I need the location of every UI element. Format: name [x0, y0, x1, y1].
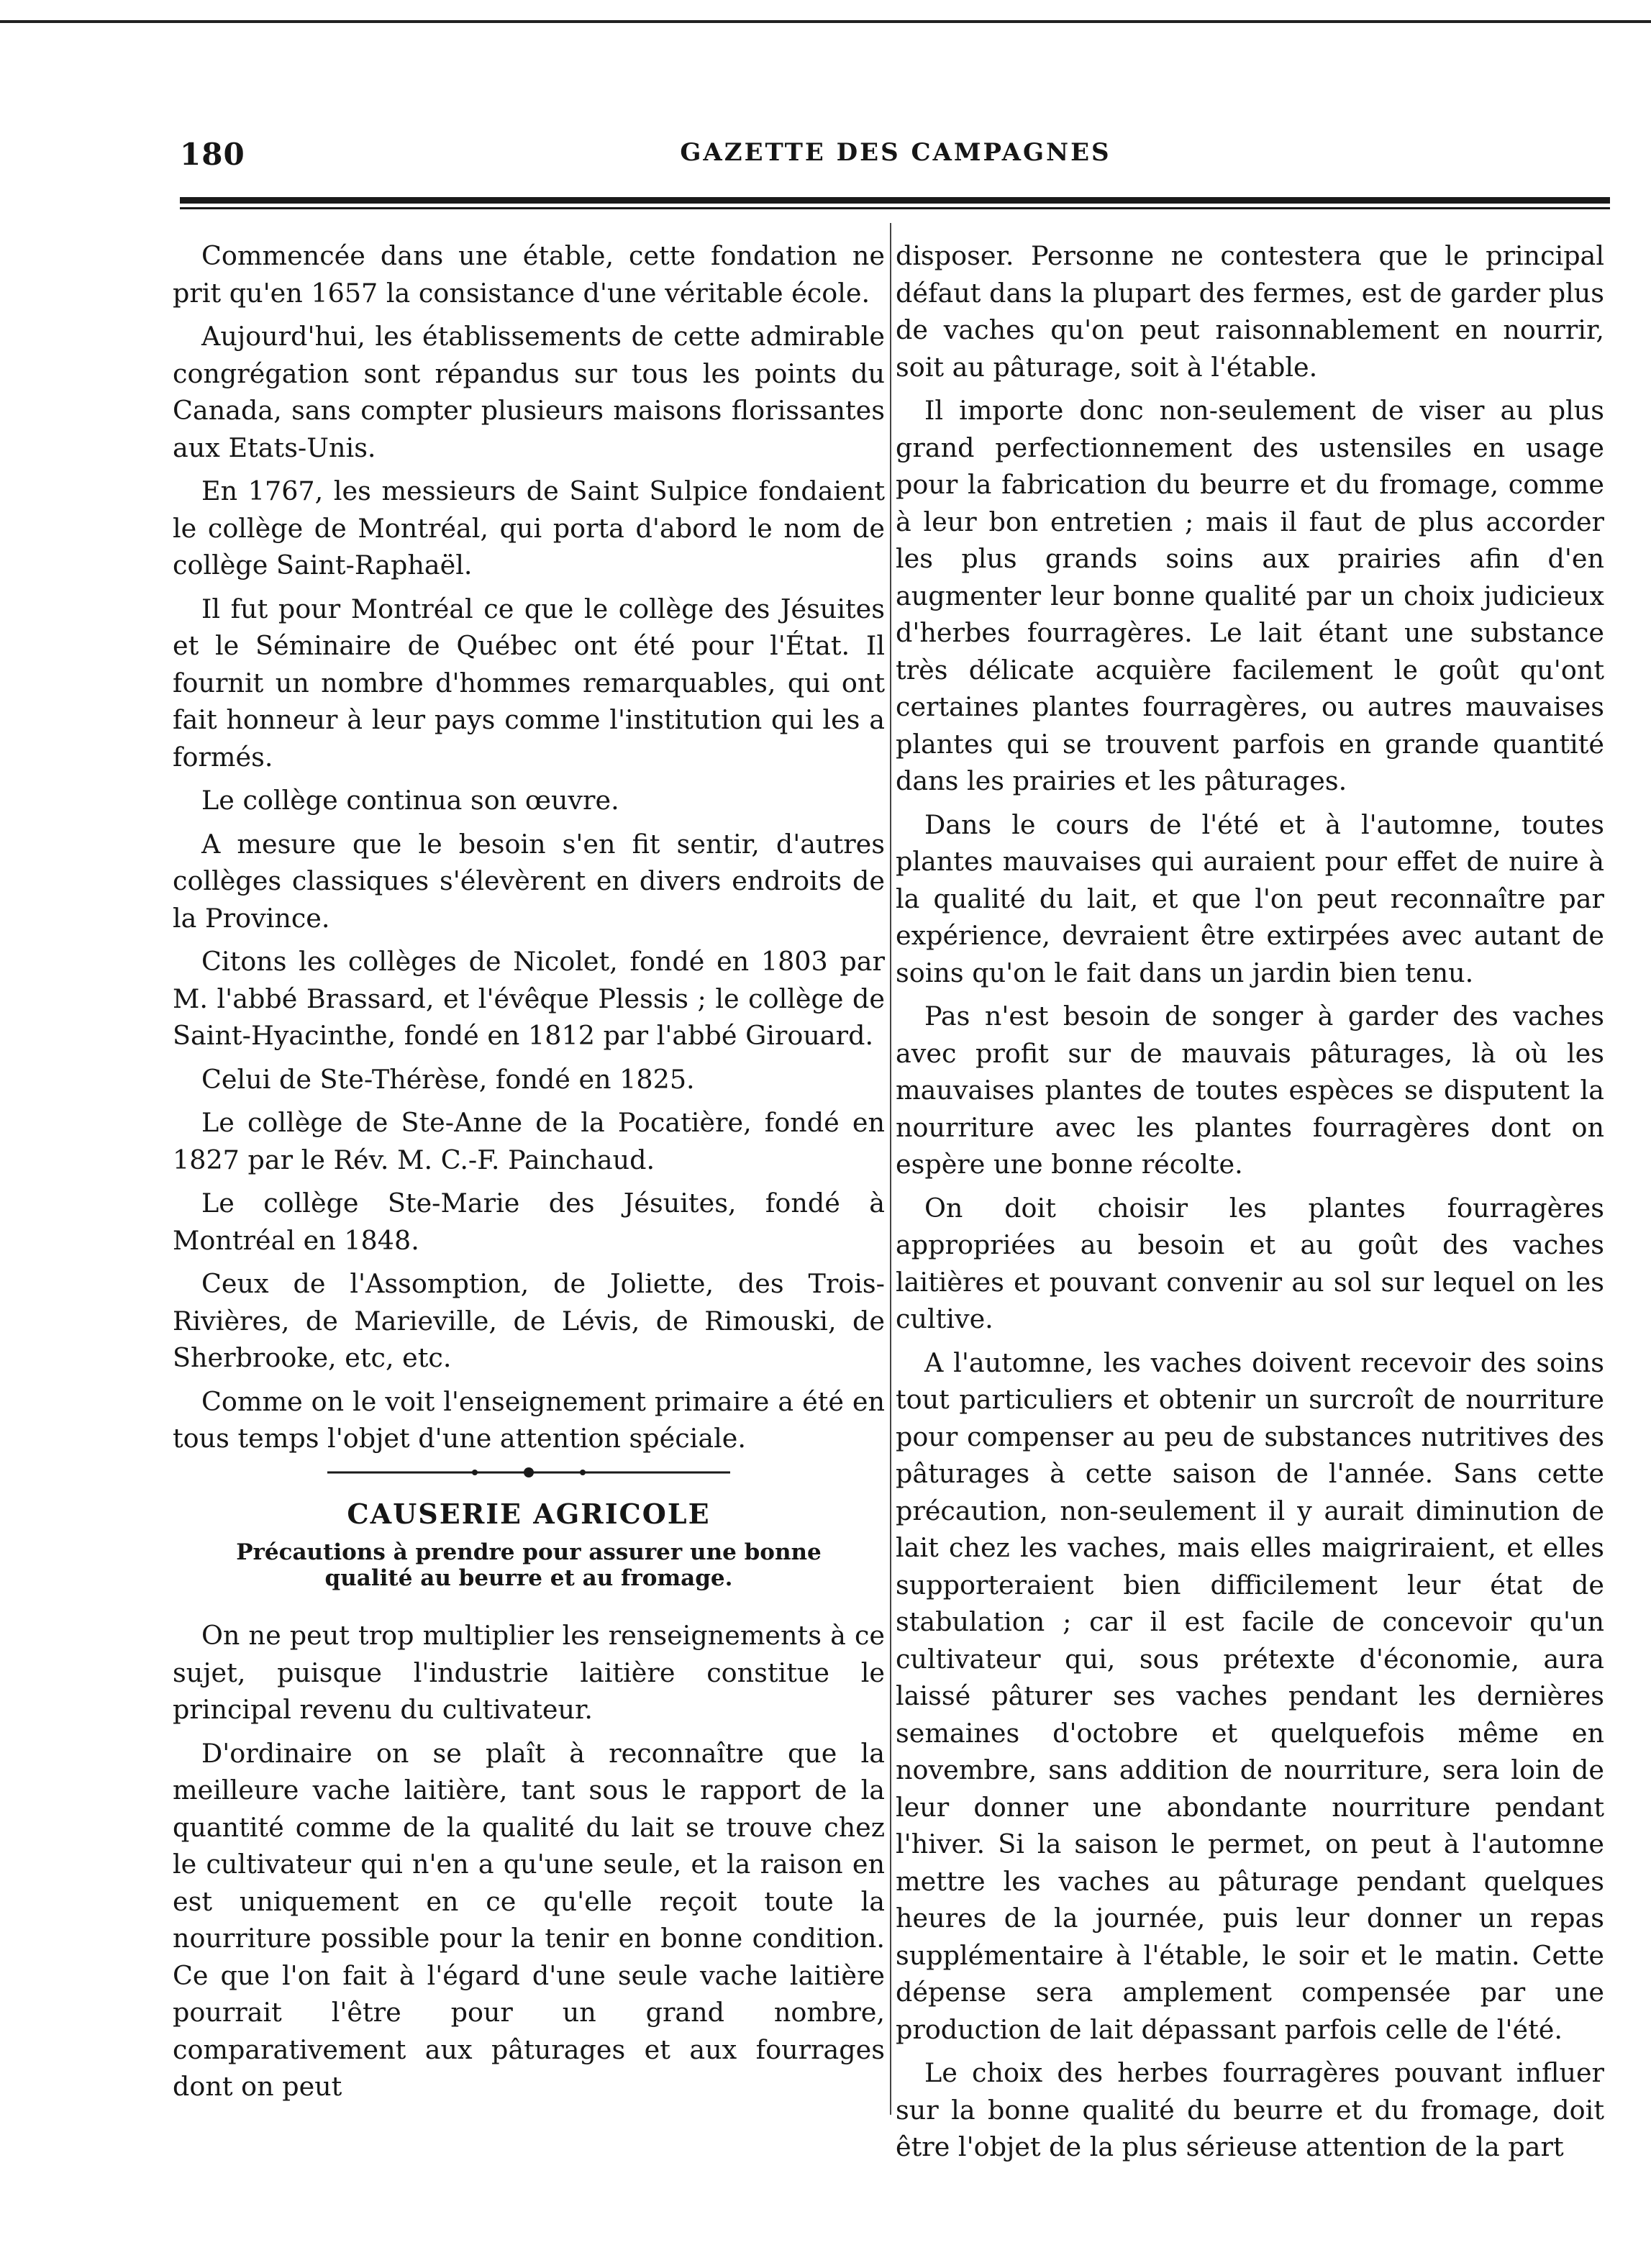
paragraph: Commencée dans une étable, cette fondation ne prit qu'en 1657 la consistance d'une véritable école.	[173, 240, 885, 309]
paragraph: Ceux de l'Assomption, de Joliette, des Trois-Rivières, de Marieville, de Lévis, de Rimouski, de Sherbrooke, etc, etc.	[173, 1268, 885, 1373]
paragraph: D'ordinaire on se plaît à reconnaître que la meilleure vache laitière, tant sous le rapport de la quantité comme de la qualité du lait se trouve chez le cultivateur qui n'en a qu'une seule, et la raison en est uniquement en ce qu'elle reçoit toute la nourriture possible pour la tenir en bonne condition. Ce que l'on fait à l'égard d'une seule vache laitière pourrait l'être pour un grand nombre, comparativement aux pâturages et aux fourrages dont on peut	[173, 1737, 885, 2102]
paragraph: Aujourd'hui, les établissements de cette admirable congrégation sont répandus sur tous les points du Canada, sans compter plusieurs maisons florissantes aux Etats-Unis.	[173, 321, 885, 463]
paragraph: Le choix des herbes fourragères pouvant influer sur la bonne qualité du beurre et du fromage, doit être l'objet de la plus sérieuse attention de la part	[896, 2057, 1604, 2162]
page-number: 180	[180, 137, 245, 172]
paragraph: A mesure que le besoin s'en fit sentir, d'autres collèges classiques s'élevèrent en divers endroits de la Province.	[173, 828, 885, 934]
paragraph: Citons les collèges de Nicolet, fondé en 1803 par M. l'abbé Brassard, et l'évêque Plessis ; le collège de Saint-Hyacinthe, fondé en 1812 par l'abbé Girouard.	[173, 946, 885, 1051]
paragraph: Le collège Ste-Marie des Jésuites, fondé à Montréal en 1848.	[173, 1188, 885, 1256]
top-edge-rule	[0, 20, 1651, 23]
left-column	[173, 237, 885, 2136]
section-title: CAUSERIE AGRICOLE	[347, 1497, 711, 1530]
page-header-title: GAZETTE DES CAMPAGNES	[680, 138, 1111, 167]
paragraph-continuation: disposer. Personne ne contestera que le principal défaut dans la plupart des fermes, est de garder plus de vaches qu'on peut raisonnablement en nourrir, soit au pâturage, soit à l'étable.	[896, 240, 1604, 383]
paragraph: A l'automne, les vaches doivent recevoir des soins tout particuliers et obtenir un surcroît de nourriture pour compenser au peu de substances nutritives des pâturages à cette saison de l'année. Sans cette précaution, non-seulement il y aurait diminution de lait chez les vaches, mais elles maigriraient, et elles supporteraient bien difficilement leur état de stabulation ; car il est facile de concevoir qu'un cultivateur qui, sous prétexte d'économie, aura laissé pâturer ses vaches pendant les dernières semaines d'octobre et quelquefois même en novembre, sans addition de nourriture, sera loin de leur donner une abondante nourriture pendant l'hiver. Si la saison le permet, on peut à l'automne mettre les vaches au pâturage pendant quelques heures de la journée, puis leur donner un repas supplémentaire à l'étable, le soir et le matin. Cette dépense sera amplement compensée par une production de lait dépassant parfois celle de l'été.	[896, 1347, 1604, 2045]
right-column	[896, 237, 1604, 2162]
column-divider	[890, 223, 891, 2115]
header-rule-thin	[180, 207, 1610, 209]
paragraph: Il importe donc non-seulement de viser au plus grand perfectionnement des ustensiles en usage pour la fabrication du beurre et du fromage, comme à leur bon entretien ; mais il faut de plus accorder les plus grands soins aux prairies afin d'en augmenter leur bonne qualité par un choix judicieux d'herbes fourragères. Le lait étant une substance très délicate acquière facilement le goût qu'ont certaines plantes fourragères, ou autres mauvaises plantes qui se trouvent parfois en grande quantité dans les prairies et les pâturages.	[896, 395, 1604, 796]
section-subtitle: Précautions à prendre pour assurer une bonne qualité au beurre et au fromage.	[236, 1539, 822, 1591]
paragraph: Le collège continua son œuvre.	[201, 785, 619, 816]
paragraph: On ne peut trop multiplier les renseignements à ce sujet, puisque l'industrie laitière constitue le principal revenu du cultivateur.	[173, 1620, 885, 1725]
header-rule-thick	[180, 197, 1610, 204]
paragraph: Le collège de Ste-Anne de la Pocatière, fondé en 1827 par le Rév. M. C.-F. Painchaud.	[173, 1107, 885, 1175]
paragraph: Il fut pour Montréal ce que le collège des Jésuites et le Séminaire de Québec ont été pour l'État. Il fournit un nombre d'hommes remarquables, qui ont fait honneur à leur pays comme l'institution qui les a formés.	[173, 593, 885, 773]
page-header	[180, 137, 1611, 180]
paragraph: Pas n'est besoin de songer à garder des vaches avec profit sur de mauvais pâturages, là où les mauvaises plantes de toutes espèces se disputent la nourriture avec les plantes fourragères dont on espère une bonne récolte.	[896, 1001, 1604, 1180]
paragraph: Dans le cours de l'été et à l'automne, toutes plantes mauvaises qui auraient pour effet de nuire à la qualité du lait, et que l'on peut reconnaître par expérience, devraient être extirpées avec autant de soins qu'on le fait dans un jardin bien tenu.	[896, 809, 1604, 988]
paragraph: Celui de Ste-Thérèse, fondé en 1825.	[201, 1063, 695, 1095]
paragraph: On doit choisir les plantes fourragères appropriées au besoin et au goût des vaches laitières et pouvant convenir au sol sur lequel on les cultive.	[896, 1192, 1604, 1334]
ornament-divider	[173, 1464, 885, 1481]
paragraph: En 1767, les messieurs de Saint Sulpice fondaient le collège de Montréal, qui porta d'abord le nom de collège Saint-Raphaël.	[173, 475, 885, 580]
paragraph: Comme on le voit l'enseignement primaire a été en tous temps l'objet d'une attention spéciale.	[173, 1385, 885, 1454]
